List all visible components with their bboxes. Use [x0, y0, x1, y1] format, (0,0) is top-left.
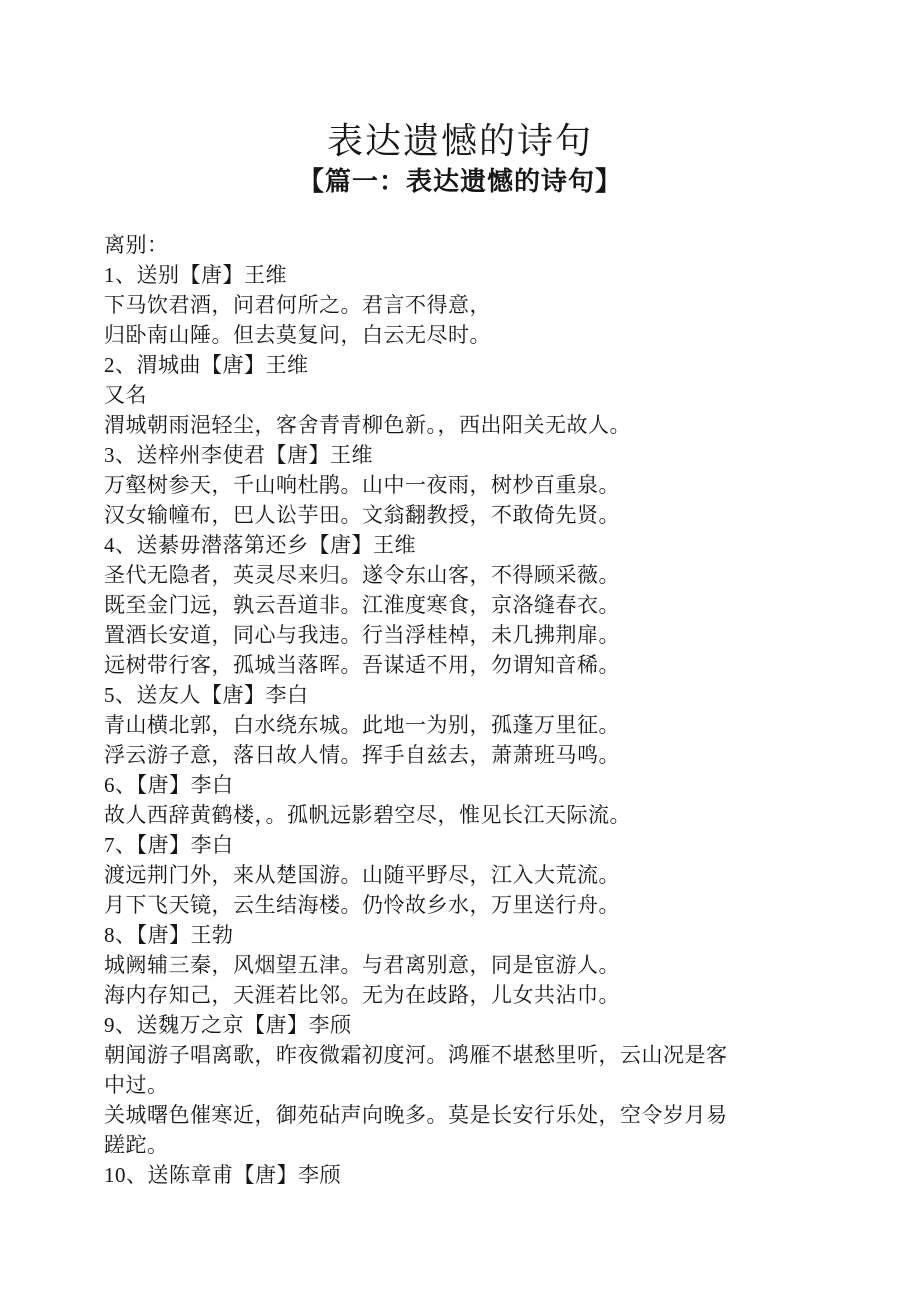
document-title: 表达遗憾的诗句: [326, 121, 593, 161]
text-line: 关城曙色催寒近，御苑砧声向晚多。莫是长安行乐处，空令岁月易: [104, 1103, 728, 1127]
text-line: 中过。: [104, 1073, 169, 1097]
text-line: 城阙辅三秦，风烟望五津。与君离别意，同是宦游人。: [104, 953, 620, 977]
text-line: 5、送友人【唐】李白: [104, 683, 309, 707]
text-line: 万壑树参天，千山响杜鹃。山中一夜雨，树杪百重泉。: [104, 473, 620, 497]
text-line: 下马饮君酒，问君何所之。君言不得意，: [104, 293, 491, 317]
text-line: 故人西辞黄鹤楼，。孤帆远影碧空尽，惟见长江天际流。: [104, 803, 631, 827]
text-line: 10、送陈章甫【唐】李颀: [104, 1163, 341, 1187]
text-line: 7、【唐】李白: [104, 833, 234, 857]
text-line: 4、送綦毋潜落第还乡【唐】王维: [104, 533, 416, 557]
text-line: 6、【唐】李白: [104, 773, 234, 797]
text-line: 渡远荆门外，来从楚国游。山随平野尽，江入大荒流。: [104, 863, 620, 887]
text-line: 8、【唐】王勃: [104, 923, 234, 947]
text-line: 1、送别【唐】王维: [104, 263, 287, 287]
text-line: 朝闻游子唱离歌，昨夜微霜初度河。鸿雁不堪愁里听，云山况是客: [104, 1043, 728, 1067]
text-line: 蹉跎。: [104, 1133, 169, 1157]
text-line: 又名: [104, 383, 147, 407]
text-line: 渭城朝雨浥轻尘，客舍青青柳色新。，西出阳关无故人。: [104, 413, 631, 437]
text-line: 月下飞天镜，云生结海楼。仍怜故乡水，万里送行舟。: [104, 893, 620, 917]
text-line: 远树带行客，孤城当落晖。吾谋适不用，勿谓知音稀。: [104, 653, 620, 677]
text-line: 海内存知己，天涯若比邻。无为在歧路，儿女共沾巾。: [104, 983, 620, 1007]
text-line: 既至金门远，孰云吾道非。江淮度寒食，京洛缝春衣。: [104, 593, 620, 617]
text-line: 2、渭城曲【唐】王维: [104, 353, 309, 377]
text-line: 青山横北郭，白水绕东城。此地一为别，孤蓬万里征。: [104, 713, 620, 737]
text-line: 离别：: [104, 233, 169, 257]
text-line: 汉女输幢布，巴人讼芋田。文翁翻教授，不敢倚先贤。: [104, 503, 620, 527]
text-line: 浮云游子意，落日故人情。挥手自兹去，萧萧班马鸣。: [104, 743, 620, 767]
document-body: [0, 230, 920, 1190]
text-line: 置酒长安道，同心与我违。行当浮桂棹，未几拂荆扉。: [104, 623, 620, 647]
text-line: 归卧南山陲。但去莫复问，白云无尽时。: [104, 323, 491, 347]
text-line: 3、送梓州李使君【唐】王维: [104, 443, 373, 467]
text-line: 圣代无隐者，英灵尽来归。遂令东山客，不得顾采薇。: [104, 563, 620, 587]
text-line: 9、送魏万之京【唐】李颀: [104, 1013, 352, 1037]
document-subtitle: 【篇一：表达遗憾的诗句】: [297, 167, 622, 196]
